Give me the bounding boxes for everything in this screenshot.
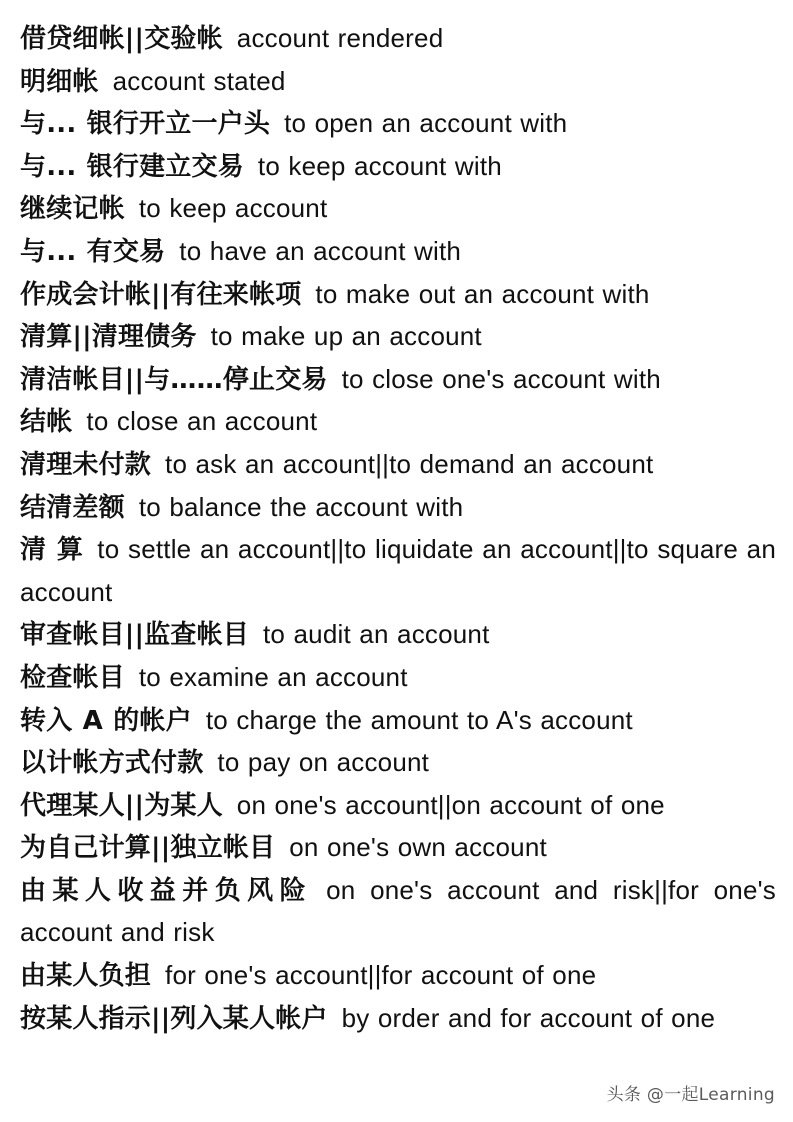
entry-19 <box>20 870 776 955</box>
entry-3 <box>20 146 776 189</box>
entry-cn: 由某人负担 <box>20 961 152 992</box>
entry-cn: 清 算 <box>20 535 84 566</box>
entry-17 <box>20 785 776 828</box>
entry-cn: 作成会计帐||有往来帐项 <box>20 279 302 310</box>
entry-en: to balance the account with <box>138 491 464 522</box>
entry-6 <box>20 274 776 317</box>
entry-en: account stated <box>112 65 286 96</box>
entry-20 <box>20 955 776 998</box>
entry-en: to have an account with <box>179 235 462 266</box>
entry-en: to examine an account <box>138 661 408 692</box>
entry-en: to make up an account <box>210 321 482 352</box>
entry-cn: 明细帐 <box>20 66 99 97</box>
entry-cn: 按某人指示||列入某人帐户 <box>20 1003 328 1034</box>
entry-en: to keep account <box>138 193 328 224</box>
entry-en: by order and for account of one <box>341 1002 716 1033</box>
entry-en: to audit an account <box>263 619 490 650</box>
entry-cn: 结帐 <box>20 407 73 438</box>
document-body <box>20 18 776 1040</box>
entry-4 <box>20 188 776 231</box>
entry-2 <box>20 103 776 146</box>
entry-en: for one's account||for account of one <box>165 960 597 991</box>
entry-cn: 与... 银行开立一户头 <box>20 109 271 140</box>
entry-16 <box>20 742 776 785</box>
entry-cn: 结清差额 <box>20 492 125 523</box>
entry-5 <box>20 231 776 274</box>
entry-21 <box>20 998 776 1041</box>
entry-cn: 代理某人||为某人 <box>20 790 223 821</box>
entry-0 <box>20 18 776 61</box>
entry-cn: 清算||清理债务 <box>20 322 197 353</box>
entry-15 <box>20 700 776 743</box>
entry-en: to keep account with <box>257 150 502 181</box>
entry-cn: 由某人收益并负风险 <box>20 875 313 906</box>
entry-9 <box>20 401 776 444</box>
entry-en: to close one's account with <box>341 363 661 394</box>
entry-cn: 借贷细帐||交验帐 <box>20 24 223 54</box>
entry-13 <box>20 614 776 657</box>
entry-14 <box>20 657 776 700</box>
entry-cn: 清洁帐目||与……停止交易 <box>20 364 328 395</box>
entry-cn: 清理未付款 <box>20 449 152 480</box>
entry-en: to close an account <box>86 406 318 437</box>
entry-cn: 转入 A 的帐户 <box>20 705 192 736</box>
entry-en: to open an account with <box>284 108 568 139</box>
entry-1 <box>20 61 776 104</box>
entry-en: on one's account||on account of one <box>236 789 665 820</box>
entry-cn: 继续记帐 <box>20 194 125 225</box>
entry-en: to charge the amount to A's account <box>205 704 633 735</box>
entry-10 <box>20 444 776 487</box>
entry-cn: 以计帐方式付款 <box>20 748 204 779</box>
entry-7 <box>20 316 776 359</box>
entry-cn: 与... 银行建立交易 <box>20 151 244 182</box>
entry-en: to ask an account||to demand an account <box>165 448 654 479</box>
entry-en: on one's own account <box>289 832 547 863</box>
watermark: 头条 @一起Learning <box>606 1085 775 1105</box>
entry-en: to settle an account||to liquidate an account||to square an account <box>20 534 776 607</box>
entry-12 <box>20 529 776 614</box>
entry-cn: 为自己计算||独立帐目 <box>20 833 276 864</box>
entry-en: on one's account and risk||for one's account and risk <box>20 874 776 948</box>
entry-cn: 检查帐目 <box>20 662 125 693</box>
entry-cn: 与... 有交易 <box>20 236 166 267</box>
entry-en: to make out an account with <box>315 278 650 309</box>
entry-11 <box>20 487 776 530</box>
entry-18 <box>20 827 776 870</box>
entry-en: account rendered <box>236 23 444 53</box>
entry-en: to pay on account <box>217 747 430 778</box>
entry-cn: 审查帐目||监查帐目 <box>20 620 249 651</box>
entry-8 <box>20 359 776 402</box>
